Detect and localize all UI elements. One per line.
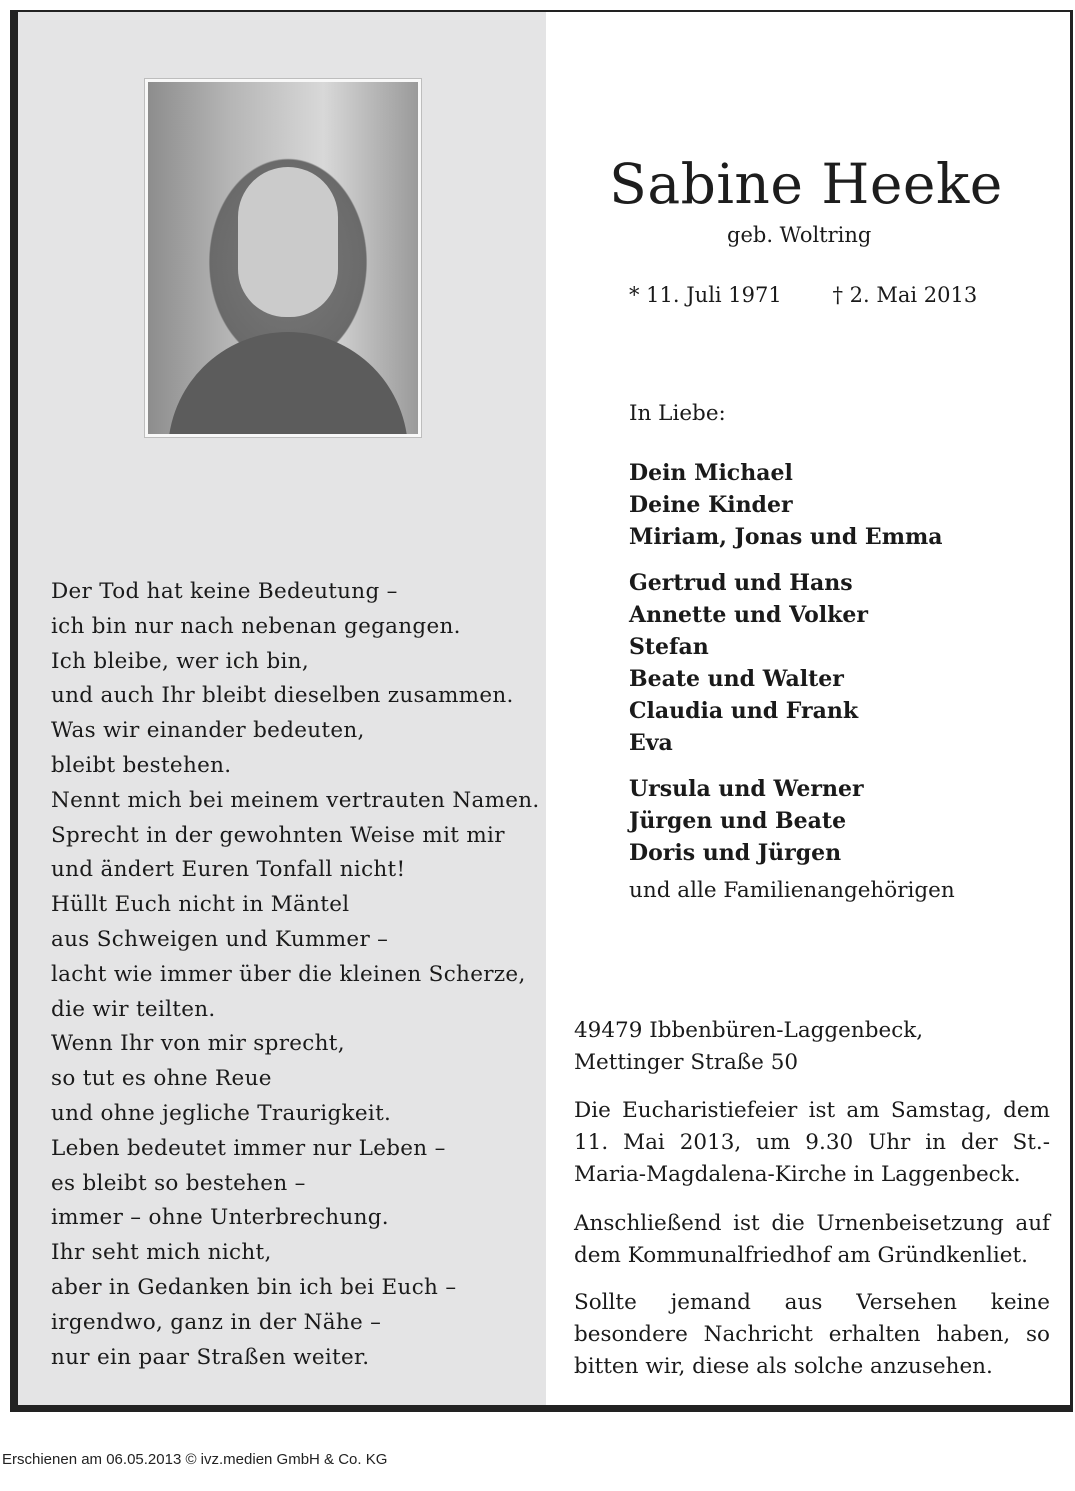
left-panel — [18, 12, 546, 1405]
mourner-name: Stefan — [629, 634, 709, 660]
notification-notice: Sollte jemand aus Versehen keine besondere Nachricht erhalten haben, so bitten wir, diese als solche anzusehen. — [574, 1290, 1050, 1379]
mourner-group — [629, 773, 943, 869]
poem-line: so tut es ohne Reue — [51, 1066, 272, 1092]
address-line: Mettinger Straße 50 — [574, 1050, 799, 1075]
poem-line: Der Tod hat keine Bedeutung – — [51, 579, 398, 604]
poem-line: Ich bleibe, wer ich bin, — [51, 648, 309, 674]
poem-line: immer – ohne Unterbrechung. — [51, 1205, 389, 1231]
poem-line: die wir teilten. — [51, 996, 216, 1022]
poem-line: ich bin nur nach nebenan gegangen. — [51, 613, 461, 639]
mourner-name: Gertrud und Hans — [629, 570, 853, 596]
poem — [51, 575, 540, 1375]
poem-line: lacht wie immer über die kleinen Scherze, — [51, 961, 526, 987]
poem-line: irgendwo, ganz in der Nähe – — [51, 1309, 382, 1335]
address-line: 49479 Ibbenbüren-Laggenbeck, — [574, 1018, 924, 1043]
portrait-face — [238, 167, 338, 317]
poem-line: aus Schweigen und Kummer – — [51, 926, 389, 952]
poem-line: nur ein paar Straßen weiter. — [51, 1344, 370, 1370]
mourner-name: Ursula und Werner — [629, 776, 864, 802]
mourners-closing: und alle Familienangehörigen — [629, 878, 955, 903]
life-dates — [629, 283, 1021, 307]
poem-line: Wenn Ihr von mir sprecht, — [51, 1031, 345, 1057]
poem-line: Was wir einander bedeuten, — [51, 718, 365, 744]
family-address — [574, 1015, 923, 1079]
poem-line: und auch Ihr bleibt dieselben zusammen. — [51, 683, 514, 709]
right-panel — [546, 12, 1066, 1405]
mourner-name: Dein Michael — [629, 460, 793, 486]
poem-line: aber in Gedanken bin ich bei Euch – — [51, 1274, 457, 1300]
poem-line: Leben bedeutet immer nur Leben – — [51, 1135, 446, 1161]
poem-line: Nennt mich bei meinem vertrauten Namen. — [51, 787, 540, 813]
mourner-name: Eva — [629, 730, 673, 756]
poem-line: Sprecht in der gewohnten Weise mit mir — [51, 822, 505, 848]
poem-line: es bleibt so bestehen – — [51, 1170, 306, 1196]
mourner-name: Beate und Walter — [629, 666, 844, 692]
poem-line: und ändert Euren Tonfall nicht! — [51, 857, 406, 883]
poem-line: und ohne jegliche Traurigkeit. — [51, 1100, 392, 1126]
mourner-name: Miriam, Jonas und Emma — [629, 524, 943, 550]
mourner-name: Jürgen und Beate — [629, 808, 847, 834]
poem-line: Hüllt Euch nicht in Mäntel — [51, 892, 350, 918]
service-notice: Die Eucharistiefeier ist am Samstag, dem 11. Mai 2013, um 9.30 Uhr in der St.-Maria-Magdalena-Kirche in Laggenbeck. — [574, 1098, 1050, 1187]
portrait-shoulders — [168, 332, 408, 437]
poem-line: Ihr seht mich nicht, — [51, 1240, 272, 1266]
mourners-intro: In Liebe: — [629, 401, 726, 426]
burial-notice: Anschließend ist die Urnenbeisetzung auf dem Kommunalfriedhof am Gründkenliet. — [574, 1211, 1050, 1268]
obituary-frame — [10, 10, 1073, 1412]
publication-footer: Erschienen am 06.05.2013 © ivz.medien GmbH & Co. KG — [2, 1451, 388, 1468]
mourner-name: Claudia und Frank — [629, 698, 859, 724]
poem-line: bleibt bestehen. — [51, 752, 232, 778]
mourner-name: Deine Kinder — [629, 492, 793, 518]
death-date: † 2. Mai 2013 — [832, 283, 978, 307]
mourner-name: Doris und Jürgen — [629, 840, 842, 866]
portrait-photo — [145, 79, 421, 437]
mourner-groups — [629, 457, 943, 883]
mourner-group — [629, 457, 943, 553]
deceased-name: Sabine Heeke — [609, 152, 1003, 216]
mourner-group — [629, 567, 943, 759]
birth-name: geb. Woltring — [727, 223, 872, 247]
birth-date: * 11. Juli 1971 — [629, 283, 782, 307]
mourner-name: Annette und Volker — [629, 602, 868, 628]
